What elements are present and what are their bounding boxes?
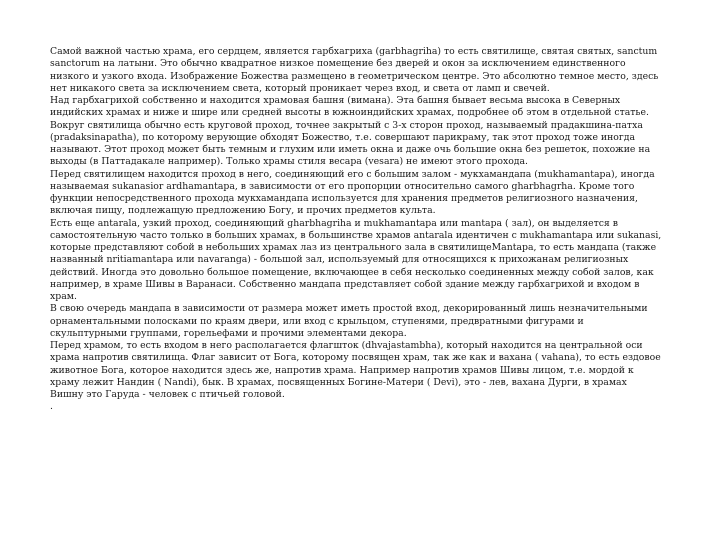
paragraph-antarala: Есть еще antarala, узкий проход, соединяющий gharbhagriha и mukhamantapa или mantapa ( зал), он выделяется в самостоятельную часто только в больших храмах, в большинстве храмов antarala идентичен с mukhamantapa или sukanasi, которые представляют собой в небольших храмах лаз из центрального зала в святилищеMantapa, то есть мандапа (также названный nritiamantapa или navaranga) - большой зал, используемый для относящихся к прихожанам религиозных действий. Иногда это довольно большое помещение, включающее в себя несколько соединенных между собой залов, как например, в храме Шивы в Варанаси. Собственно мандапа представляет собой здание между гарбхагрихой и входом в храм.	[50, 217, 662, 302]
paragraph-vimana: Над гарбхагрихой собственно и находится храмовая башня (вимана). Эта башня бывает весьма высока в Северных индийских храмах и ниже и шире или средней высоты в южноиндийских храмах, подробнее об этом в отдельной статье.	[50, 95, 649, 119]
trailing-mark: .	[50, 401, 53, 413]
paragraph-mukhamandapa: Перед святилищем находится проход в него, соединяющий его с большим залом - мукхамандапа (mukhamantapa), иногда называемая sukanasior ardhamantapa, в зависимости от его пропорции относительно самого gharbhagrha. Кроме того функции непосредственного прохода мукхамандапа используется для хранения предметов религиозного назначения, включая пищу, подлежащую предложению Богу, и прочих предметов культа.	[50, 168, 655, 217]
document-body	[50, 46, 662, 414]
paragraph-pradakshina: Вокруг святилища обычно есть круговой проход, точнее закрытый с 3-х сторон проход, называемый прадакшина-патха (pradaksinapatha), по которому верующие обходят Божество, т.е. совершают парикраму, так этот проход тоже иногда называют. Этот проход может быть темным и глухим или иметь окна и даже очь большие окна без решеток, похожие на выходы (в Паттадакале например). Только храмы стиля весара (vesara) не имеют этого прохода.	[50, 119, 651, 168]
paragraph-garbhagriha: Самой важной частью храма, его сердцем, является гарбхагриха (garbhagriha) то есть святилище, святая святых, sanctum sanctorum на латыни. Это обычно квадратное низкое помещение без дверей и окон за исключением единственного низкого и узкого входа. Изображение Божества размещено в геометрическом центре. Это абсолютно темное место, здесь нет никакого света за исключением света, который проникает через вход, и света от ламп и свечей.	[50, 46, 659, 94]
paragraph-mandapa-entrance: В свою очередь мандапа в зависимости от размера может иметь простой вход, декорированный лишь незначительными орнаментальными полосками по краям двери, или вход с крыльцом, ступенями, предвратными фигурами и скульптурными группами, горельефами и прочими элементами декора.	[50, 303, 648, 339]
paragraph-dhvajastambha: Перед храмом, то есть входом в него располагается флагшток (dhvajastambha), который находится на центральной оси храма напротив святилища. Флаг зависит от Бога, которому посвящен храм, так же как и вахана ( vahana), то есть ездовое животное Бога, которое находится здесь же, напротив храма. Например напротив храмов Шивы лицом, т.е. мордой к храму лежит Нандин ( Nandi), бык. В храмах, посвященных Богине-Матери ( Devi), это - лев, вахана Дурги, в храмах Вишну это Гаруда - человек с птичьей головой.	[50, 340, 661, 400]
